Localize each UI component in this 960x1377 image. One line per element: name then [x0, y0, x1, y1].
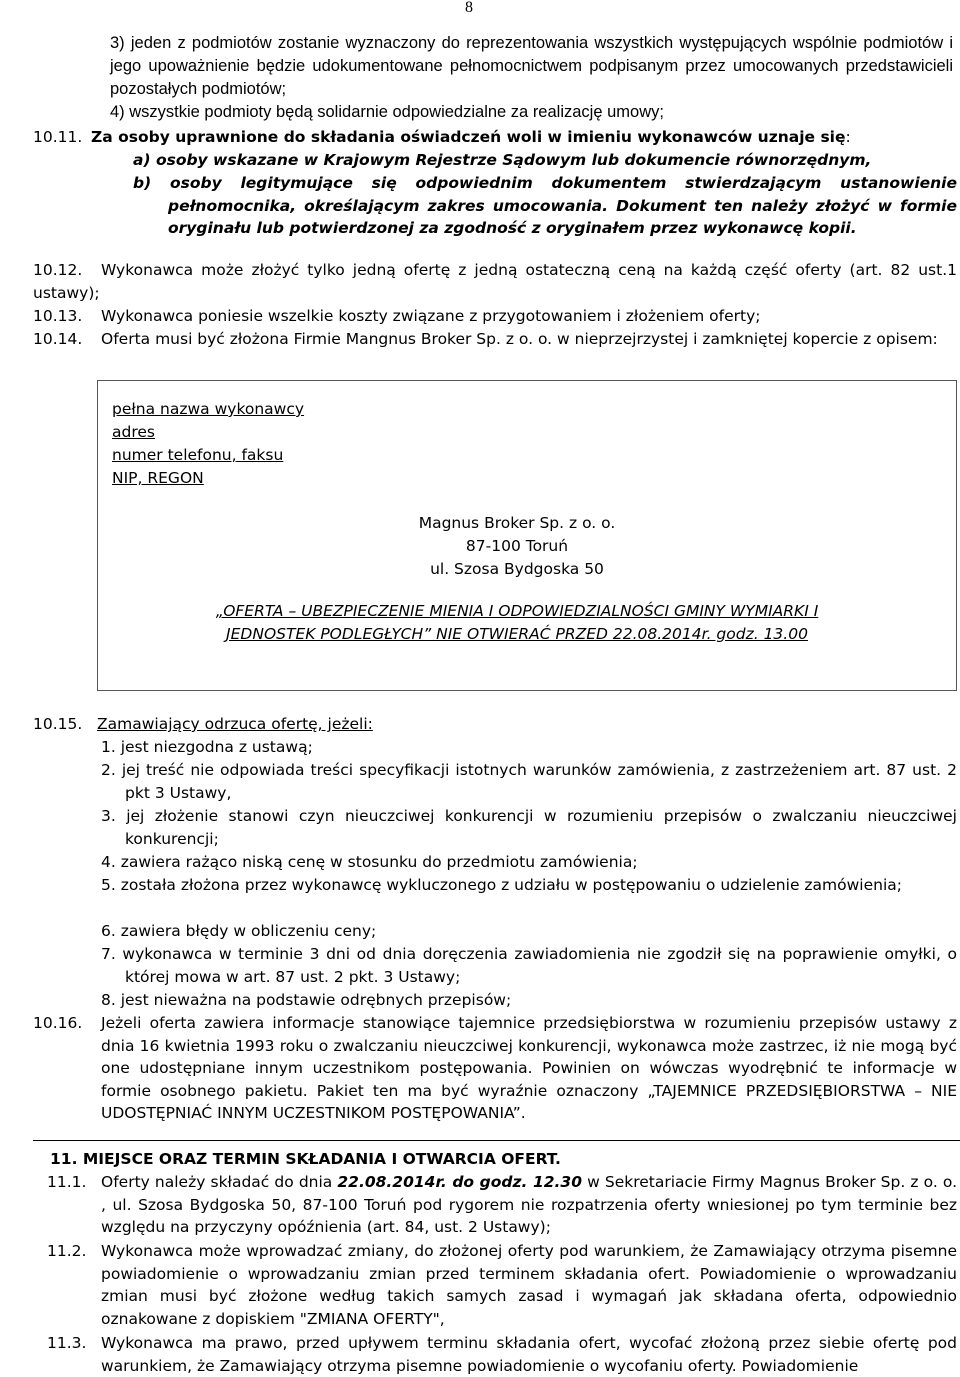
- section-11-2-text: Wykonawca może wprowadzać zmiany, do złożonej oferty pod warunkiem, że Zamawiający otrzyma pisemne powiadomienie o wprowadzaniu zmian przed terminem składania ofert. Powiadomienie o wprowadzaniu zmian musi być złożone według takich samych zasad i wymagań jak składana oferta, odpowiednio oznakowane z dopiskiem "ZMIANA OFERTY",: [101, 1242, 957, 1328]
- reject-item-3: 3. jej złożenie stanowi czyn nieuczciwej konkurencji w rozumieniu przepisów o zwalczaniu nieuczciwej konkurencji;: [101, 807, 957, 848]
- reject-item-6: 6. zawiera błędy w obliczeniu ceny;: [101, 922, 377, 940]
- section-10-13-text: Wykonawca poniesie wszelkie koszty związane z przygotowaniem i złożeniem oferty;: [101, 307, 761, 325]
- envelope-label-box: [97, 380, 957, 691]
- envelope-field-address: adres: [112, 423, 155, 441]
- section-10-11-colon: :: [845, 128, 851, 146]
- section-10-14-text: Oferta musi być złożona Firmie Mangnus Broker Sp. z o. o. w nieprzejrzystej i zamkniętej kopercie z opisem:: [101, 330, 938, 348]
- envelope-field-nip-regon: NIP, REGON: [112, 469, 204, 487]
- section-10-15-title: Zamawiający odrzuca ofertę, jeżeli:: [97, 715, 373, 733]
- item-3: 3) jeden z podmiotów zostanie wyznaczony do reprezentowania wszystkich występujących wspólnie podmiotów i jego upoważnienie będzie udokumentowane pełnomocnictwem podpisanym przez umocowanych przedstawicieli pozostałych podmiotów;: [110, 34, 953, 98]
- section-11-3-text: Wykonawca ma prawo, przed upływem terminu składania ofert, wycofać złożoną przez siebie ofertę pod warunkiem, że Zamawiający otrzyma pisemne powiadomienie o wycofaniu oferty. Powiadomienie: [101, 1334, 957, 1375]
- section-10-11-point-a: a) osoby wskazane w Krajowym Rejestrze Sądowym lub dokumencie równorzędnym,: [133, 151, 872, 169]
- section-10-13-number: 10.13.: [33, 307, 83, 325]
- section-11-1-pre: Oferty należy składać do dnia: [101, 1173, 338, 1191]
- section-11-1-text: [101, 1171, 957, 1239]
- reject-item-5: 5. została złożona przez wykonawcę wykluczonego z udziału w postępowaniu o udzielenie zamówienia;: [101, 876, 902, 894]
- section-11-1-post: w Sekretariacie Firmy Magnus Broker Sp. z o. o. , ul. Szosa Bydgoska 50, 87-100 Toruń pod rygorem nie rozpatrzenia oferty wniesionej po tym terminie bez względu na przyczyny opóźnienia (art. 84, ust. 2 Ustawy);: [101, 1173, 957, 1236]
- section-10-11-lead: Za osoby uprawnione do składania oświadczeń woli w imieniu wykonawców uznaje się: [91, 128, 846, 146]
- recipient-name: Magnus Broker Sp. z o. o.: [418, 514, 616, 532]
- envelope-field-phone-fax: numer telefonu, faksu: [112, 446, 284, 464]
- item-4: 4) wszystkie podmioty będą solidarnie odpowiedzialne za realizację umowy;: [110, 103, 664, 121]
- envelope-field-name: pełna nazwa wykonawcy: [112, 400, 305, 418]
- section-10-11-text: [91, 126, 957, 149]
- section-10-11-number: 10.11.: [33, 128, 83, 146]
- envelope-offer-line-1: „OFERTA – UBEZPIECZENIE MIENIA I ODPOWIEDZIALNOŚCI GMINY WYMIARKI I: [215, 602, 819, 620]
- section-11-1-deadline: 22.08.2014r. do godz. 12.30: [337, 1173, 582, 1191]
- section-11-3-number: 11.3.: [47, 1334, 87, 1352]
- reject-item-1: 1. jest niezgodna z ustawą;: [101, 738, 313, 756]
- section-10-14-number: 10.14.: [33, 330, 83, 348]
- section-10-16-number: 10.16.: [33, 1014, 83, 1032]
- recipient-postcode-city: 87-100 Toruń: [465, 537, 569, 555]
- section-11-heading: 11. MIEJSCE ORAZ TERMIN SKŁADANIA I OTWARCIA OFERT.: [50, 1150, 561, 1168]
- reject-item-7: 7. wykonawca w terminie 3 dni od dnia doręczenia zawiadomienia nie zgodził się na poprawienie omyłki, o której mowa w art. 87 ust. 2 pkt. 3 Ustawy;: [101, 945, 957, 986]
- section-10-12-text: Wykonawca może złożyć tylko jedną ofertę z jedną ostateczną ceną na każdą część oferty (art. 82 ust.1 ustawy);: [33, 261, 957, 302]
- recipient-street: ul. Szosa Bydgoska 50: [430, 560, 604, 578]
- section-10-15-number: 10.15.: [33, 715, 83, 733]
- section-divider: [33, 1140, 960, 1141]
- envelope-offer-line-2: JEDNOSTEK PODLEGŁYCH” NIE OTWIERAĆ PRZED 22.08.2014r. godz. 13.00: [226, 625, 808, 643]
- reject-item-8: 8. jest nieważna na podstawie odrębnych przepisów;: [101, 991, 512, 1009]
- reject-item-4: 4. zawiera rażąco niską cenę w stosunku do przedmiotu zamówienia;: [101, 853, 638, 871]
- section-10-16-text: Jeżeli oferta zawiera informacje stanowiące tajemnice przedsiębiorstwa w rozumieniu przepisów ustawy z dnia 16 kwietnia 1993 roku o zwalczaniu nieuczciwej konkurencji, wykonawca może zastrzec, iż nie mogą być one udostępniane innym uczestnikom postępowania. Powinien on wówczas wyodrębnić te informacje w formie osobnego pakietu. Pakiet ten ma być wyraźnie oznaczony „TAJEMNICE PRZEDSIĘBIORSTWA – NIE UDOSTĘPNIAĆ INNYM UCZESTNIKOM POSTĘPOWANIA”.: [101, 1014, 957, 1122]
- page-number: 8: [465, 0, 473, 16]
- reject-item-2: 2. jej treść nie odpowiada treści specyfikacji istotnych warunków zamówienia, z zastrzeżeniem art. 87 ust. 2 pkt 3 Ustawy,: [101, 761, 957, 802]
- section-11-2-number: 11.2.: [47, 1242, 87, 1260]
- section-11-1-number: 11.1.: [47, 1173, 87, 1191]
- section-10-12-number: 10.12.: [33, 261, 83, 279]
- section-10-11-point-b: b) osoby legitymujące się odpowiednim dokumentem stwierdzającym ustanowienie pełnomocnika, określającym zakres umocowania. Dokument ten należy złożyć w formie oryginału lub potwierdzonej za zgodność z oryginałem przez wykonawcę kopii.: [133, 174, 957, 237]
